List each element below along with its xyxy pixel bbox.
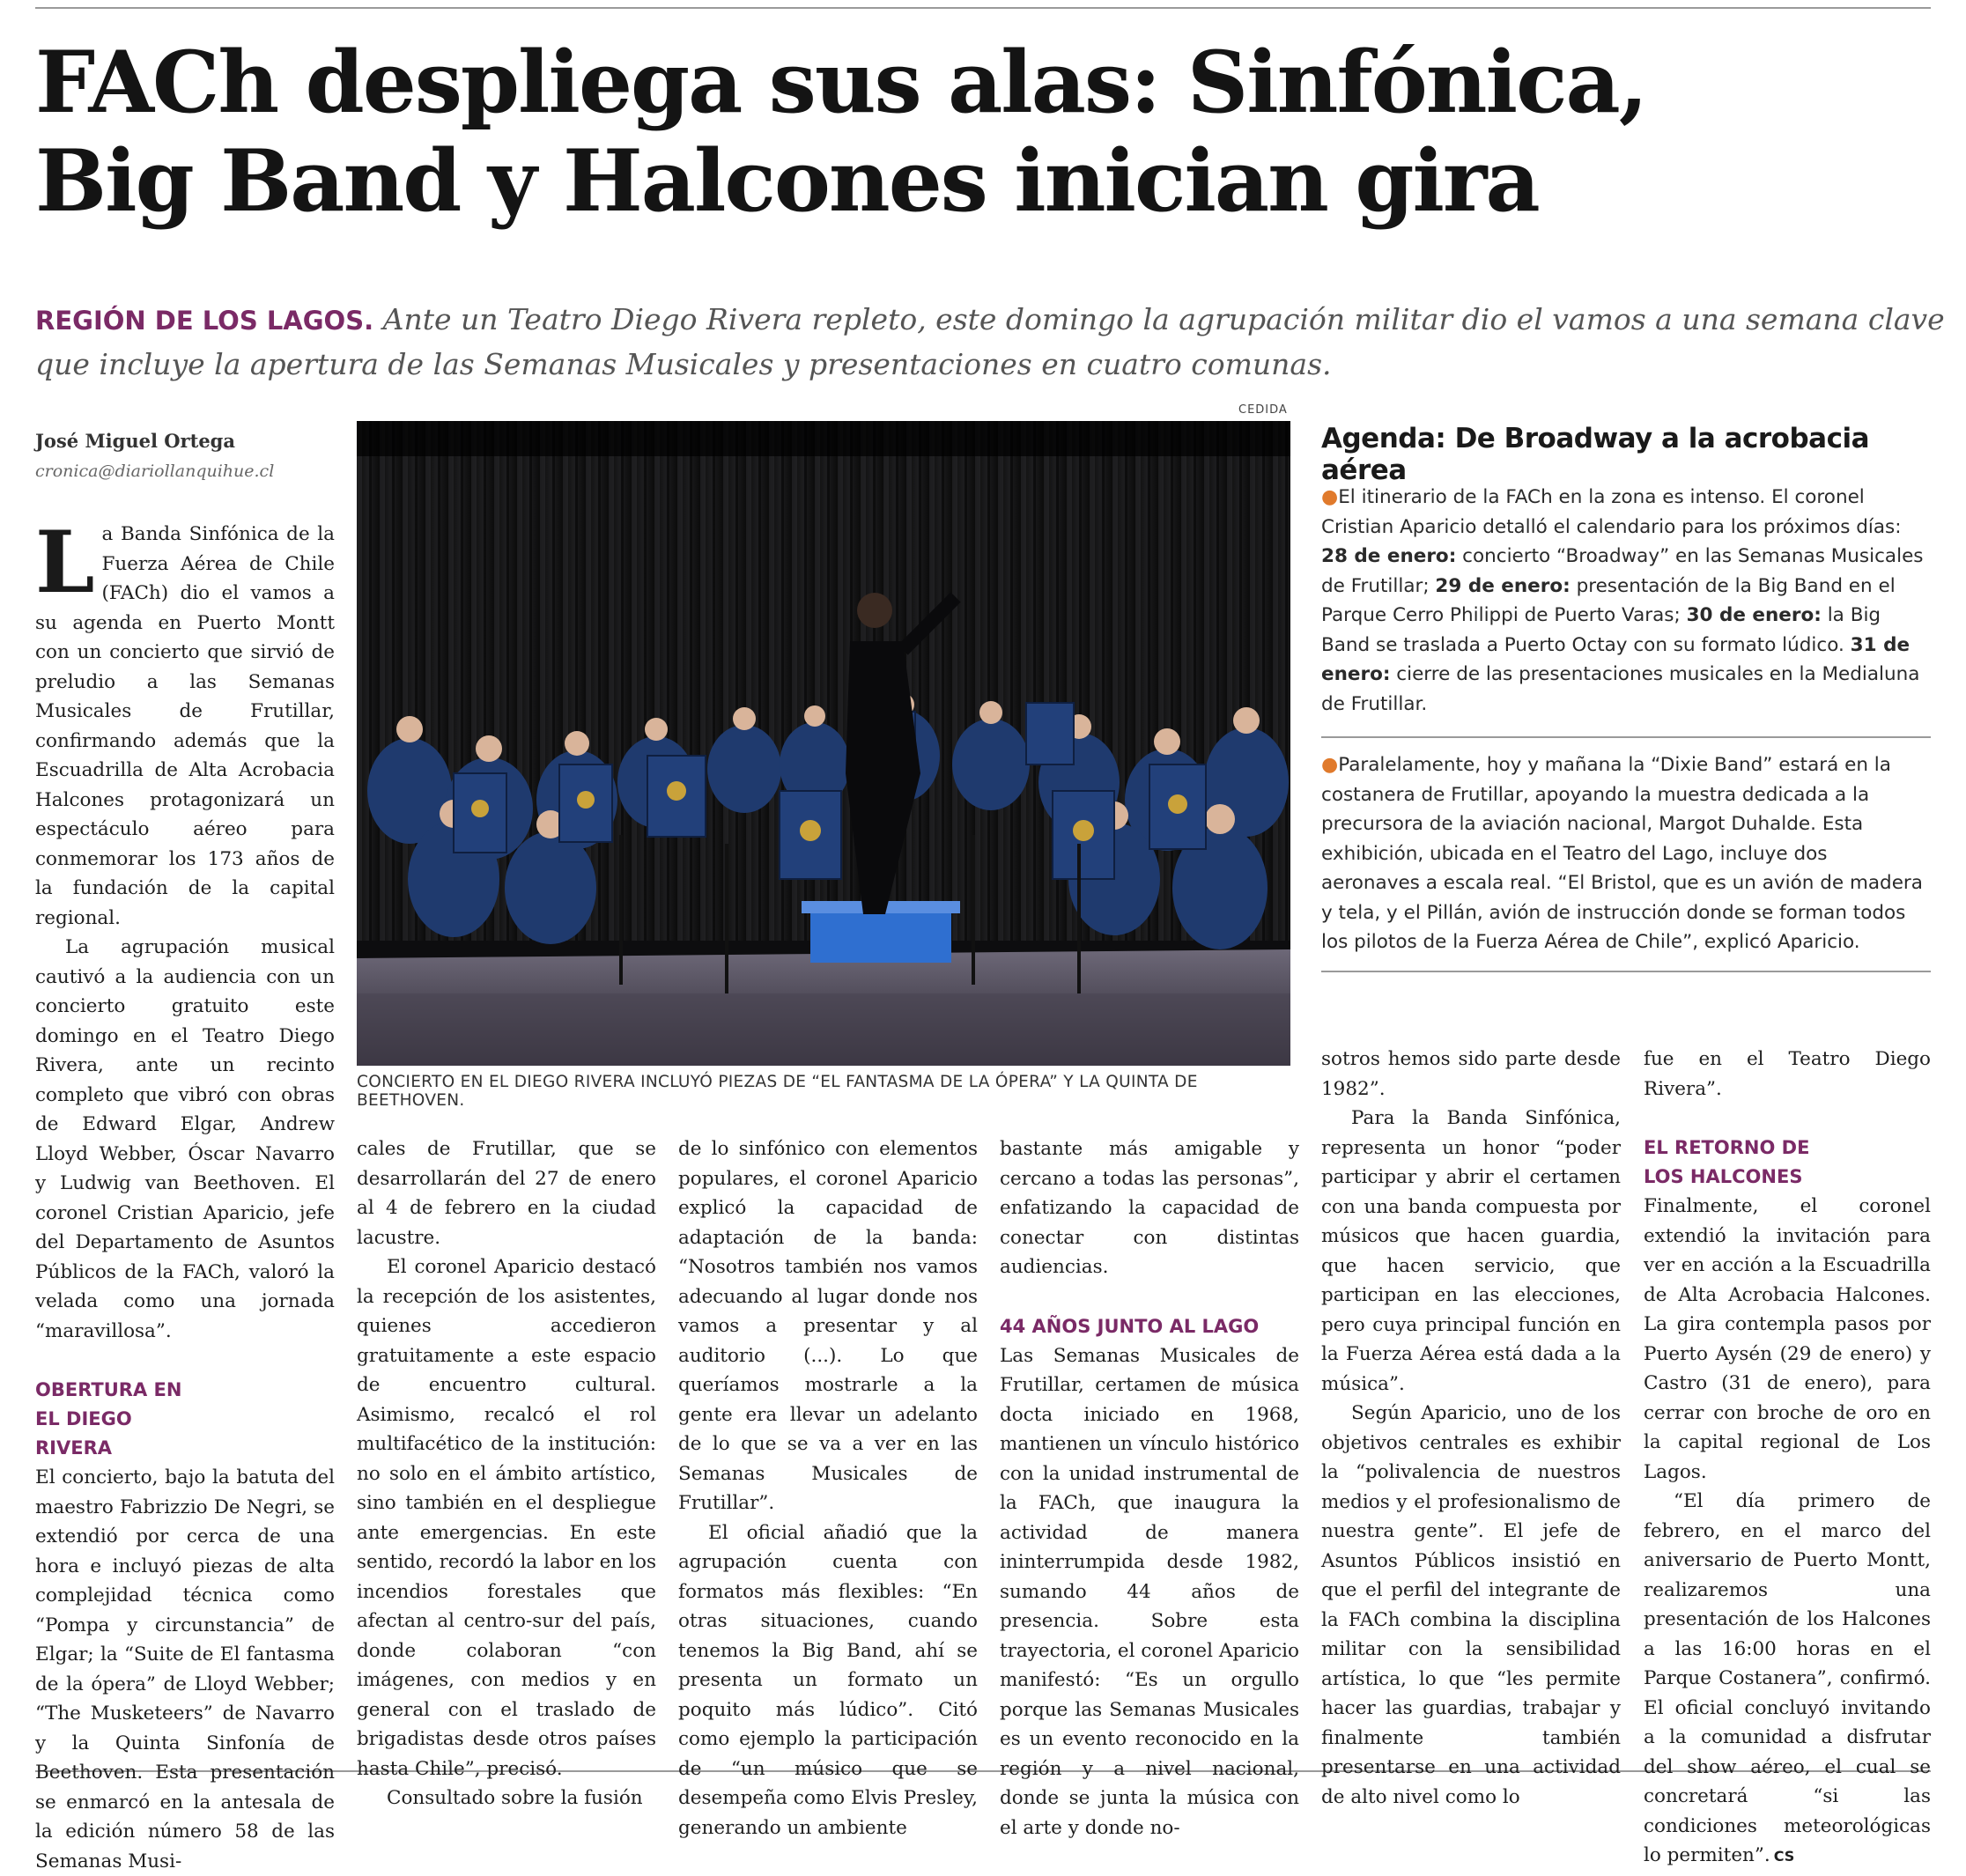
article-paragraph-12: Para la Banda Sinfónica, representa un honor “poder participar y abrir el certamen con una banda compuesta por músicos que hacen guardia, que hacen servicio, que participan en las elecciones, pero cuya principal función en la Fuerza Aérea está dada a la música”. — [1321, 1107, 1621, 1395]
lead-region-label: REGIÓN DE LOS LAGOS. — [35, 306, 374, 336]
article-column-2 — [357, 1134, 656, 1813]
headline-line-2: Big Band y Halcones inician gira — [35, 131, 1539, 231]
sidebar-item-1-part: concierto “Broadway” en las Semanas Musicales de Frutillar; — [1321, 545, 1924, 597]
sidebar-item-1 — [1321, 483, 1929, 719]
sidebar-date-31: 31 de enero: — [1321, 633, 1911, 685]
subheading-obertura: OBERTURA EN EL DIEGO RIVERA — [35, 1379, 182, 1459]
article-paragraph-8: El oficial añadió que la agrupación cuenta con formatos más flexibles: “En otras situaciones, cuando tenemos la Big Band, ahí se presenta un formato un poquito más lúdico”. Citó como ejemplo la participación de “un músico que se desempeña como Elvis Presley, generando un ambiente — [678, 1521, 978, 1839]
sidebar-date-29: 29 de enero: — [1435, 574, 1571, 597]
sidebar-item-1-part: presentación de la Big Band en el Parque Cerro Philippi de Puerto Varas; — [1321, 574, 1896, 626]
article-paragraph-15: Finalmente, el coronel extendió la invitación para ver en acción a la Escuadrilla de Alta Acrobacia Halcones. La gira contempla pasos por Puerto Aysén (29 de enero) y Castro (31 de enero), para cerrar con broche de oro en la capital regional de Los Lagos. — [1644, 1195, 1931, 1483]
sidebar-item-2-text — [1321, 750, 1929, 957]
article-column-4 — [1000, 1134, 1299, 1843]
photo-credit: CEDIDA — [1238, 403, 1288, 417]
photo-caption: CONCIERTO EN EL DIEGO RIVERA INCLUYÓ PIEZAS DE “EL FANTASMA DE LA ÓPERA” Y LA QUINTA DE BEETHOVEN. — [357, 1073, 1198, 1110]
article-paragraph-1-text: a Banda Sinfónica de la Fuerza Aérea de Chile (FACh) dio el vamos a su agenda en Puerto Montt con un concierto que sirvió de preludio a las Semanas Musicales de Frutillar, confirmando además que la Escuadrilla de Alta Acrobacia Halcones protagonizará un espectáculo aéreo para conmemorar los 173 años de la fundación de la capital regional. — [35, 523, 335, 929]
article-column-3 — [678, 1134, 978, 1843]
article-paragraph-7: de lo sinfónico con elementos populares, el coronel Aparicio explicó la capacidad de adaptación de la banda: “Nosotros también nos vamos adecuando al lugar donde nos vamos a presentar y al auditorio (...). Lo que queríamos mostrarle a la gente era llevar un adelanto de lo que se va a ver en las Semanas Musicales de Frutillar”. — [678, 1138, 978, 1514]
lead-paragraph — [35, 298, 1955, 386]
sidebar-date-28: 28 de enero: — [1321, 545, 1457, 567]
article-paragraph-5: El coronel Aparicio destacó la recepción de los asistentes, quienes accedieron gratuitamente a este espacio de encuentro cultural. Asimismo, recalcó el rol multifacético de la institución: no solo en el ámbito artístico, sino también en el despliegue ante emergencias. En este sentido, recordó la labor en los incendios forestales que afectan al centro-sur del país, donde colaboran “con imágenes, con medios y en general con el traslado de brigadistas desde otros países hasta Chile”, precisó. — [357, 1256, 656, 1780]
article-paragraph-3: El concierto, bajo la batuta del maestro Fabrizzio De Negri, se extendió por cerca de una hora e incluyó piezas de alta complejidad técnica como “Pompa y circunstancia” de Elgar; la “Suite de El fantasma de la ópera” de Lloyd Webber; “The Musketeers” de Navarro y la Quinta Sinfonía de Beethoven. Esta presentación se enmarcó en la antesala de la edición número 58 de las Semanas Musi- — [35, 1466, 335, 1872]
article-column-6 — [1644, 1045, 1931, 1872]
byline-email[interactable]: cronica@diariollanquihue.cl — [35, 462, 275, 481]
bullet-icon: ● — [1321, 754, 1339, 776]
article-paragraph-11: sotros hemos sido parte desde 1982”. — [1321, 1048, 1621, 1100]
headline — [35, 33, 1955, 231]
signoff-mark: CS — [1773, 1848, 1795, 1865]
dropcap: L — [35, 513, 95, 612]
article-paragraph-9: bastante más amigable y cercano a todas las personas”, enfatizando la capacidad de conectar con distintas audiencias. — [1000, 1138, 1299, 1278]
article-column-5 — [1321, 1045, 1621, 1812]
article-paragraph-6: Consultado sobre la fusión — [387, 1787, 643, 1809]
sidebar-item-1-part: cierre de las presentaciones musicales en la Medialuna de Frutillar. — [1321, 663, 1920, 715]
sidebar-divider-1 — [1321, 736, 1931, 738]
article-paragraph-10: Las Semanas Musicales de Frutillar, certamen de música docta iniciado en 1968, mantienen un vínculo histórico con la unidad instrumental de la FACh, que inaugura la actividad de manera ininterrumpida desde 1982, sumando 44 años de presencia. Sobre esta trayectoria, el coronel Aparicio manifestó: “Es un orgullo porque las Semanas Musicales es un evento reconocido en la región y a nivel nacional, donde se junta la música con el arte y donde no- — [1000, 1344, 1299, 1839]
concert-photo — [357, 421, 1290, 1066]
subheading-retorno: EL RETORNO DE LOS HALCONES — [1644, 1137, 1810, 1187]
concert-photo-illustration — [357, 421, 1290, 1066]
sidebar-date-30: 30 de enero: — [1686, 604, 1822, 626]
sidebar-divider-2 — [1321, 971, 1931, 972]
article-column-1 — [35, 513, 335, 1876]
sidebar-item-2-body: Paralelamente, hoy y mañana la “Dixie Band” estará en la costanera de Frutillar, apoyando la muestra dedicada a la precursora de la aviación nacional, Margot Duhalde. Esta exhibición, ubicada en el Teatro del Lago, incluye dos aeronaves a escala real. “El Bristol, que es un avión de madera y tela, y el Pillán, avión de instrucción donde se forman todos los pilotos de la Fuerza Aérea de Chile”, explicó Aparicio. — [1321, 754, 1923, 953]
sidebar-item-2 — [1321, 750, 1929, 957]
top-rule — [35, 7, 1931, 9]
article-paragraph-1 — [35, 513, 335, 933]
subheading-44-anos: 44 AÑOS JUNTO AL LAGO — [1000, 1315, 1260, 1337]
headline-line-1: FACh despliega sus alas: Sinfónica, — [35, 33, 1647, 132]
article-paragraph-13: Según Aparicio, uno de los objetivos centrales es exhibir la “polivalencia de nuestros medios y el profesionalismo de nuestra gente”. El jefe de Asuntos Públicos insistió en que el perfil del integrante de la FACh combina la disciplina militar con la sensibilidad artística, lo que “les permite hacer las guardias, trabajar y finalmente también presentarse en una actividad de alto nivel como lo — [1321, 1402, 1621, 1808]
sidebar-title: Agenda: De Broadway a la acrobacia aérea — [1321, 423, 1870, 486]
sidebar-item-1-part: El itinerario de la FACh en la zona es intenso. El coronel Cristian Aparicio detalló el calendario para los próximos días: — [1321, 486, 1902, 538]
article-paragraph-2: La agrupación musical cautivó a la audiencia con un concierto gratuito este domingo en el Teatro Diego Rivera, ante un recinto completo que vibró con obras de Edward Elgar, Andrew Lloyd Webber, Óscar Navarro y Ludwig van Beethoven. El coronel Cristian Aparicio, jefe del Departamento de Asuntos Públicos de la FACh, valoró la velada como una jornada “maravillosa”. — [35, 936, 335, 1342]
sidebar-item-1-part: la Big Band se traslada a Puerto Octay con su formato lúdico. — [1321, 604, 1881, 656]
lead-text: Ante un Teatro Diego Rivera repleto, este domingo la agrupación militar dio el vamos a una semana clave que incluye la apertura de las Semanas Musicales y presentaciones en cuatro comunas. — [35, 302, 1945, 381]
article-paragraph-16-text: “El día primero de febrero, en el marco del aniversario de Puerto Montt, realizaremos una presentación de los Halcones a las 16:00 horas en el Parque Costanera”, confirmó. El oficial concluyó invitando a la comunidad a disfrutar del show aéreo, el cual se concretará “si las condiciones meteorológicas lo permiten”. — [1644, 1490, 1931, 1866]
sidebar-item-1-text — [1321, 483, 1929, 719]
byline-author: José Miguel Ortega — [35, 430, 235, 452]
bullet-icon: ● — [1321, 486, 1339, 508]
article-paragraph-16 — [1644, 1487, 1931, 1872]
article-paragraph-4: cales de Frutillar, que se desarrollarán del 27 de enero al 4 de febrero en la ciudad lacustre. — [357, 1138, 656, 1249]
article-paragraph-14: fue en el Teatro Diego Rivera”. — [1644, 1048, 1931, 1100]
